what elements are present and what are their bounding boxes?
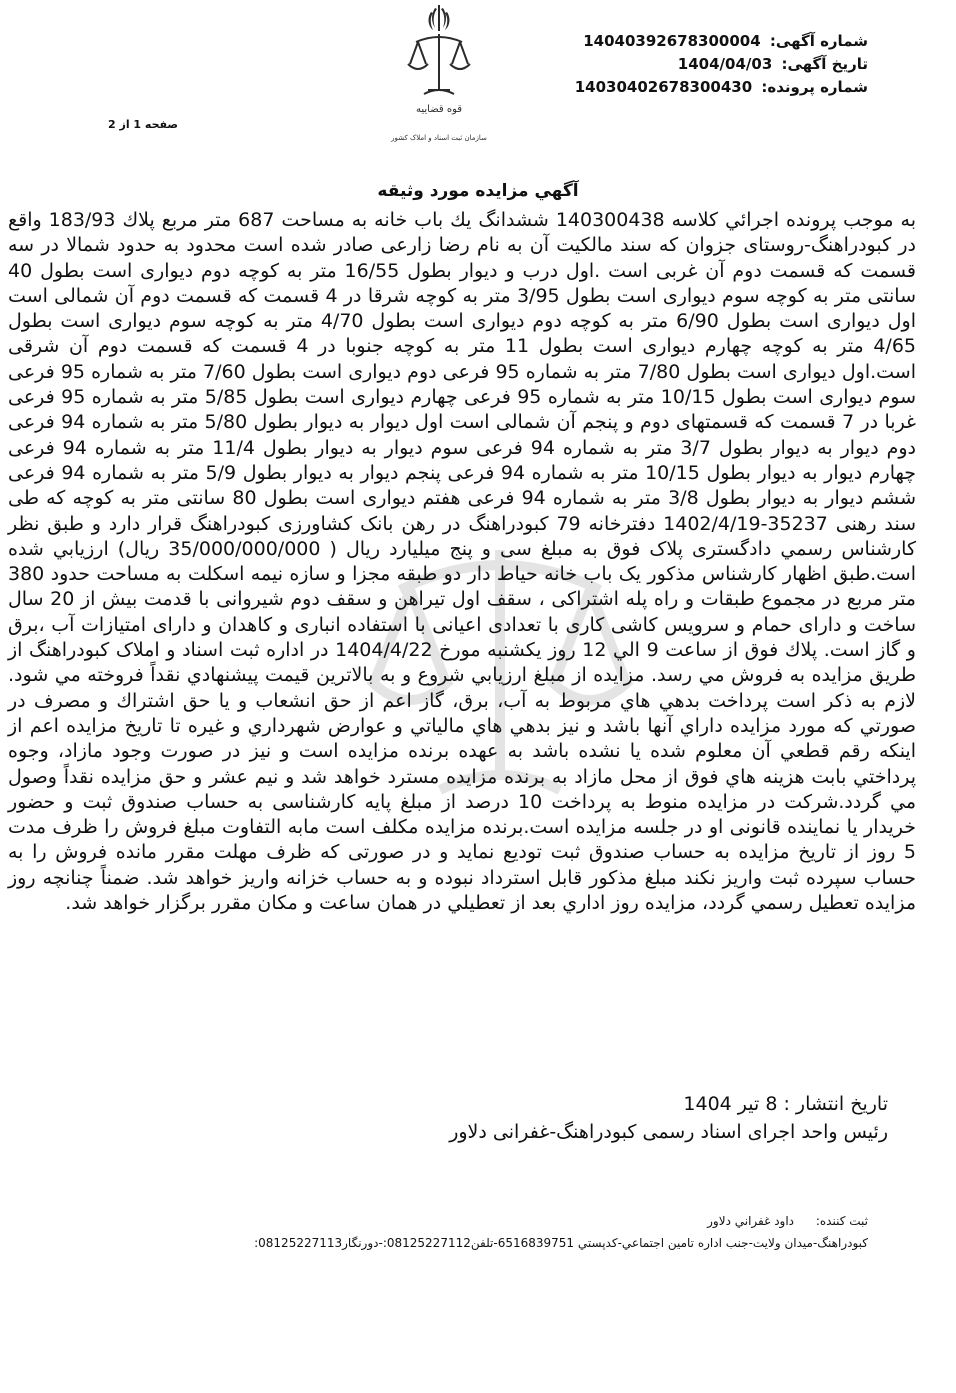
registrar-label: ثبت كننده:: [815, 1214, 868, 1228]
footer: [254, 1210, 868, 1254]
ad-number-label: شماره آگهی:: [769, 32, 868, 50]
case-number-row: [575, 76, 868, 99]
ad-meta-block: [575, 30, 868, 99]
ad-date-label: تاریخ آگهی:: [781, 55, 868, 73]
ad-date-value: 1404/04/03: [677, 55, 773, 73]
emblem-caption: قوه قضاییه: [415, 104, 463, 115]
registrar-name: داود غفراني دلاور: [707, 1214, 795, 1228]
auction-body-text: به موجب پرونده اجرائي كلاسه 140300438 ششدانگ يك باب خانه به مساحت 687 متر مربع پلاك 183/93 واقع در كبودراهنگ-روستای جزوان که سند مالکیت آن به نام رضا زارعی صادر شده است محدود به حدود شمالا در سه قسمت که قسمت دوم آن غربی است .اول درب و دیوار بطول 16/55 متر به کوچه دوم دیواری است بطول 40 سانتی متر به کوچه سوم دیواری است بطول 3/95 متر به کوچه شرقا در 4 قسمت که قسمت دوم آن شمالی است اول دیواری است بطول 6/90 متر به کوچه دوم دیواری است بطول 4/70 متر به کوچه سوم دیواری است بطول 4/65 متر به کوچه چهارم دیواری است بطول 11 متر به کوچه جنوبا در 4 قسمت که قسمت دوم آن شرقی است.اول دیواری است بطول 7/80 متر به شماره 95 فرعی دوم دیواری است بطول 7/60 متر به شماره 95 فرعی سوم دیواری است بطول 10/15 متر به شماره 95 فرعی چهارم دیواری است بطول 5/85 متر به شماره 95 فرعی غربا در 7 قسمت که قسمتهای دوم و پنجم آن شمالی است اول دیوار به دیوار بطول 5/80 متر به شماره 94 فرعی دوم دیوار به دیوار بطول 3/7 متر به شماره 94 فرعی سوم دیوار به دیوار بطول 11/4 متر به شماره 94 فرعی چهارم دیوار به دیوار بطول 10/15 متر به شماره 94 فرعی پنجم دیوار به دیوار بطول 5/9 متر به شماره 94 فرعی ششم دیوار به دیوار بطول 3/8 متر به شماره 94 فرعی هفتم دیواری است بطول 80 سانتی متر به کوچه که طی سند رهنی 35237-1402/4/19 دفترخانه 79 کبودراهنگ در رهن بانک کشاورزی کبودراهنگ قرار دارد و طبق نظر كارشناس رسمي دادگستری پلاک فوق به مبلغ سی و پنج میلیارد ریال ( 35/000/000/000 ريال) ارزيابي شده است.طبق اظهار کارشناس مذکور یک باب خانه حیاط دار دو طبقه مجزا و سازه نیمه اسکلت به مساحت حدود 380 متر مربع در مجموع طبقات و راه پله اشتراکی ، سقف اول تیراهن و سقف دوم شیروانی با قدمت بیش از 20 سال ساخت و دارای حمام و سرویس کاشی کاری با تعدادی اعیانی با استفاده انباری و کاهدان و دارای امتیازات آب ،برق و گاز است. پلاك فوق از ساعت 9 الي 12 روز یکشنبه مورخ 1404/4/22 در اداره ثبت اسناد و املاک کبودراهنگ از طريق مزايده به فروش مي رسد. مزايده از مبلغ ارزيابي شروع و به بالاترين قيمت پيشنهادي نقداً فروخته مي شود. لازم به ذكر است پرداخت بدهي هاي مربوط به آب، برق، گاز اعم از حق انشعاب و يا حق اشتراك و مصرف در صورتي كه مورد مزايده داراي آنها باشد و نيز بدهي هاي مالياتي و عوارض شهرداري و غيره تا تاريخ مزايده اعم از اينكه رقم قطعي آن معلوم شده يا نشده باشد به عهده برنده مزايده است و نيز در صورت وجود مازاد، وجوه پرداختي بابت هزينه هاي فوق از محل مازاد به برنده مزايده مسترد خواهد شد و نيم عشر و حق مزايده نقداً وصول مي گردد.شرکت در مزایده منوط به پرداخت 10 درصد از مبلغ پایه کارشناسی به حساب صندوق ثبت و حضور خریدار یا نماینده قانونی او در جلسه مزایده است.برنده مزایده مکلف است مابه التفاوت مبلغ فروش را ظرف مدت 5 روز از تاریخ مزایده به حساب صندوق ثبت تودیع نماید و در صورتی که ظرف مهلت مقرر مانده فروش را به حساب سپرده ثبت واریز نکند مبلغ مذکور قابل استرداد نبوده و به حساب خزانه واریز خواهد شد. ضمناً چنانچه روز مزايده تعطيل رسمي گردد، مزايده روز اداري بعد از تعطيلي در همان ساعت و مكان مقرر برگزار خواهد شد.: [8, 209, 917, 915]
ad-number-row: [575, 30, 868, 53]
ad-date-row: [575, 53, 868, 76]
page-indicator: صفحه 1 از 2: [108, 118, 179, 131]
signer-line: رئیس واحد اجرای اسناد رسمی کبودراهنگ-غفرانی دلاور: [449, 1121, 888, 1143]
registrar-row: [254, 1210, 868, 1232]
page-title: آگهي مزايده مورد وثيقه: [377, 181, 579, 201]
ad-number-value: 14040392678300004: [583, 32, 761, 50]
footer-address: كبودراهنگ-ميدان ولايت-جنب اداره تامين اجتماعي-كدپستي 6516839751-تلفن08125227112:-دورنگار08125227113:: [254, 1236, 868, 1250]
publication-date: تاریخ انتشار : 8 تیر 1404: [683, 1093, 888, 1115]
emblem-org: سازمان ثبت اسناد و املاک کشور: [391, 134, 487, 142]
judiciary-emblem-icon: [391, 2, 487, 152]
case-number-value: 14030402678300430: [574, 78, 753, 96]
case-number-label: شماره پرونده:: [761, 78, 868, 96]
